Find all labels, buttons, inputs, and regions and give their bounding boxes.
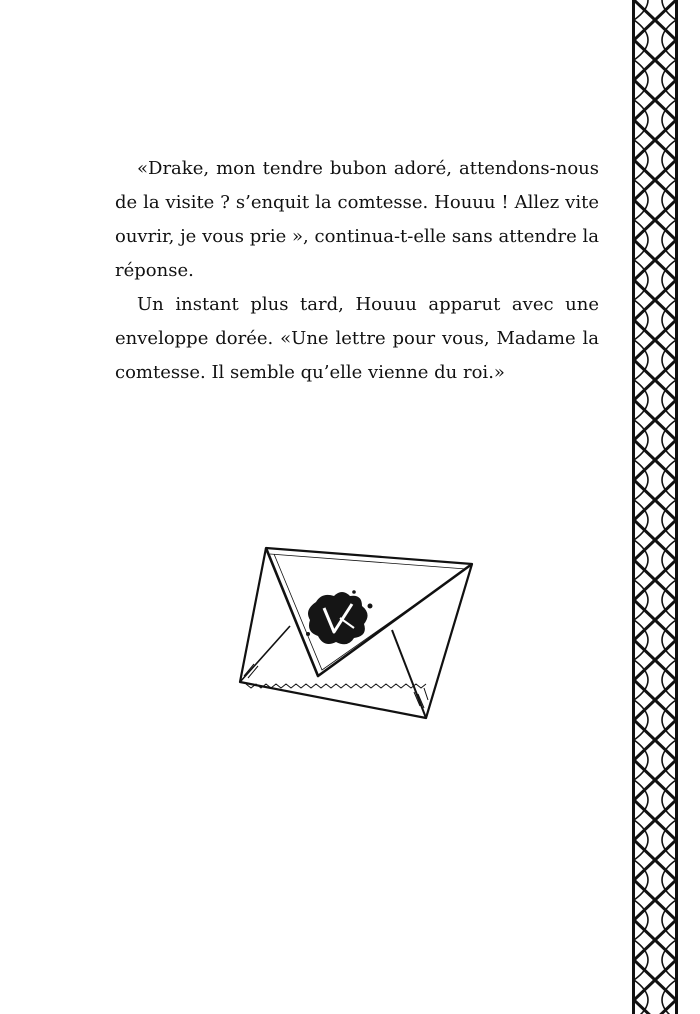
decorative-border: [632, 0, 678, 1014]
story-text: [115, 152, 599, 390]
envelope-illustration: [230, 538, 480, 728]
story-paragraph-2: Un instant plus tard, Houuu apparut avec une enveloppe dorée. «Une lettre pour vous, Madame la comtesse. Il semble qu’elle vienne du roi.»: [115, 294, 599, 383]
story-paragraph-1: «Drake, mon tendre bubon adoré, attendons-nous de la visite ? s’enquit la comtesse. Houuu ! Allez vite ouvrir, je vous prie », continua-t-elle sans attendre la réponse.: [115, 158, 599, 281]
